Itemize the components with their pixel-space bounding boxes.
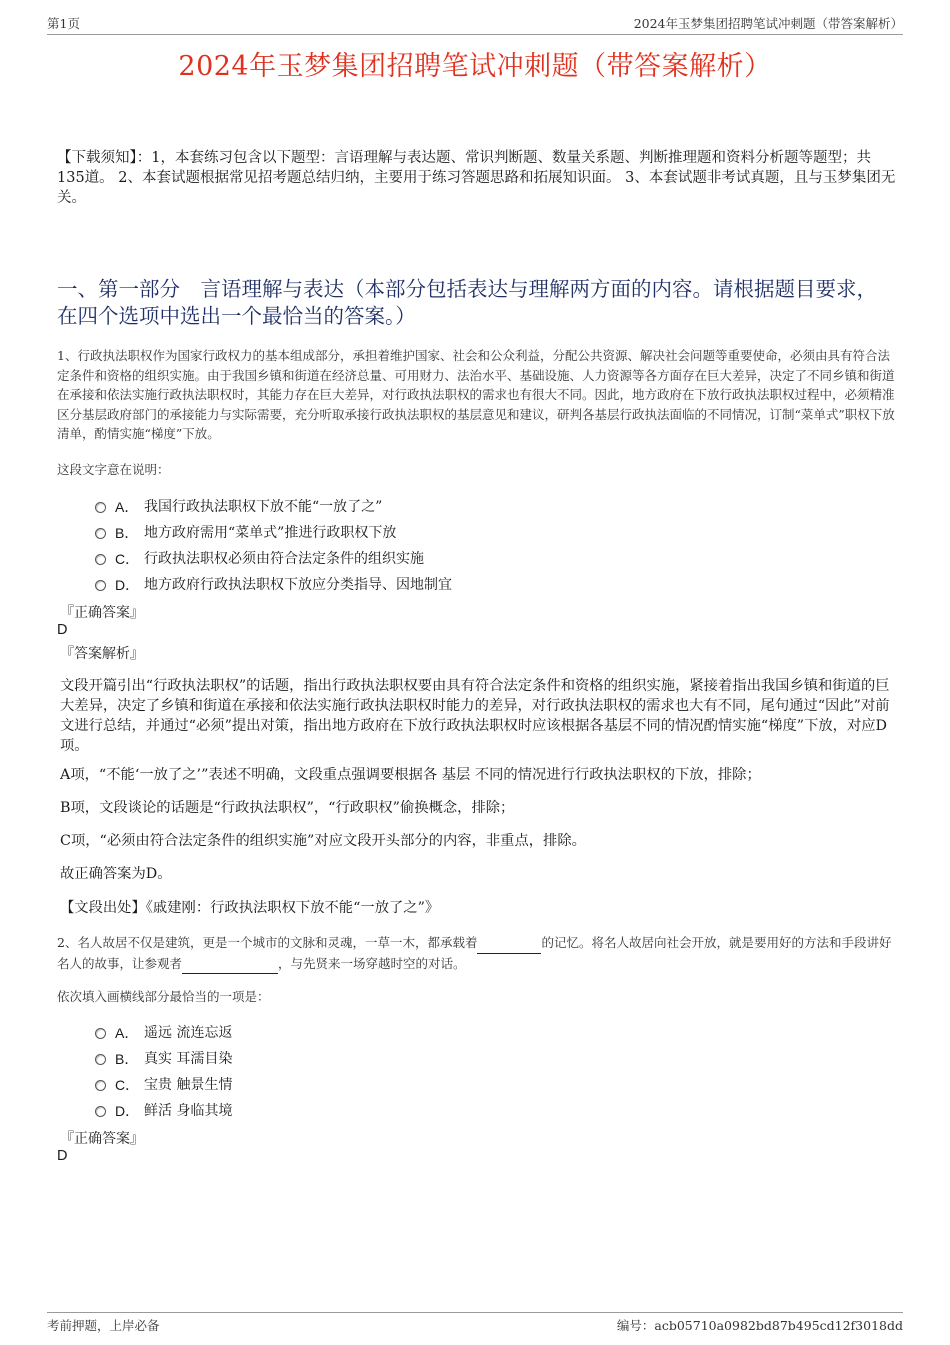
header-doc-title: 2024年玉梦集团招聘笔试冲刺题（带答案解析） xyxy=(633,16,903,31)
option-d[interactable]: D． 鲜活 身临其境 xyxy=(95,1098,875,1124)
option-c[interactable]: C． 行政执法职权必须由符合法定条件的组织实施 xyxy=(95,546,875,572)
analysis-option-c: C项，“必须由符合法定条件的组织实施”对应文段开头部分的内容，非重点，排除。 xyxy=(60,833,586,849)
option-d[interactable]: D． 地方政府行政执法职权下放应分类指导、因地制宜 xyxy=(95,572,875,598)
analysis-paragraph: 文段开篇引出“行政执法职权”的话题，指出行政执法职权要由具有符合法定条件和资格的组织实施，紧接着指出我国乡镇和街道的巨大差异，决定了乡镇和街道在承接和依法实施行政执法职权时能力的差异，对行政执法职权的需求也大有不同，尾句通过“因此”对前文进行总结，并通过“必须”提出对策，指出地方政府在下放行政执法职权时应该根据各基层不同的情况酌情实施“梯度”下放，对应D项。 xyxy=(60,678,890,754)
page-footer xyxy=(47,1312,903,1337)
fill-blank-1[interactable] xyxy=(477,933,541,954)
question-2-prompt: 依次填入画横线部分最恰当的一项是： xyxy=(57,989,270,1004)
analysis-label: 『答案解析』 xyxy=(60,646,144,662)
radio-icon[interactable] xyxy=(95,528,106,539)
option-a[interactable]: A． 遥远 流连忘返 xyxy=(95,1020,875,1046)
question-1-prompt: 这段文字意在说明： xyxy=(57,462,170,477)
radio-icon[interactable] xyxy=(95,554,106,565)
analysis-option-a: A项，“不能‘一放了之’”表述不明确，文段重点强调要根据各 基层 不同的情况进行行政执法职权的下放，排除； xyxy=(60,767,761,783)
question-2-stem: 2、名人故居不仅是建筑，更是一个城市的文脉和灵魂，一草一木，都承载着 的记忆。将名人故居向社会开放，就是要用好的方法和手段讲好名人的故事，让参观者 ，与先贤来一场穿越时空的对话。 xyxy=(57,933,897,974)
option-b[interactable]: B． 地方政府需用“菜单式”推进行政职权下放 xyxy=(95,520,875,546)
correct-answer-label: 『正确答案』 xyxy=(60,605,144,621)
radio-icon[interactable] xyxy=(95,1080,106,1091)
analysis-option-b: B项，文段谈论的话题是“行政执法职权”，“行政职权”偷换概念，排除； xyxy=(60,800,515,816)
correct-answer-value: D xyxy=(57,1148,68,1164)
option-c[interactable]: C． 宝贵 触景生情 xyxy=(95,1072,875,1098)
page-number: 第1页 xyxy=(47,16,80,31)
section-heading: 一、第一部分 言语理解与表达（本部分包括表达与理解两方面的内容。请根据题目要求，在四个选项中选出一个最恰当的答案。） xyxy=(57,277,877,328)
footer-doc-id: 编号：acb05710a0982bd87b495cd12f3018dd xyxy=(616,1318,903,1333)
radio-icon[interactable] xyxy=(95,502,106,513)
option-b[interactable]: B． 真实 耳濡目染 xyxy=(95,1046,875,1072)
correct-answer-label: 『正确答案』 xyxy=(60,1131,144,1147)
analysis-source: 【文段出处】《戚建刚：行政执法职权下放不能“一放了之”》 xyxy=(60,900,440,916)
question-1-stem: 1、行政执法职权作为国家行政权力的基本组成部分，承担着维护国家、社会和公众利益，分配公共资源、解决社会问题等重要使命，必须由具有符合法定条件和资格的组织实施。由于我国乡镇和街道在经济总量、可用财力、法治水平、基础设施、人力资源等各方面存在巨大差异，决定了不同乡镇和街道在承接和依法实施行政执法职权时，其能力存在巨大差异，对行政执法职权的需求也有很大不同。因此，地方政府在下放行政执法职权过程中，必须精准区分基层政府部门的承接能力与实际需要，充分听取承接行政执法职权的基层意见和建议，研判各基层行政执法面临的不同情况，订制“菜单式”职权下放清单，酌情实施“梯度”下放。 xyxy=(57,348,895,441)
radio-icon[interactable] xyxy=(95,1106,106,1117)
correct-answer-value: D xyxy=(57,622,68,638)
radio-icon[interactable] xyxy=(95,1028,106,1039)
option-a[interactable]: A． 我国行政执法职权下放不能“一放了之” xyxy=(95,494,875,520)
page-header xyxy=(47,14,903,35)
radio-icon[interactable] xyxy=(95,1054,106,1065)
question-2-options xyxy=(95,1020,875,1124)
document-title: 2024年玉梦集团招聘笔试冲刺题（带答案解析） xyxy=(178,51,772,82)
question-1-options xyxy=(95,494,875,598)
footer-slogan: 考前押题，上岸必备 xyxy=(47,1318,160,1333)
analysis-conclusion: 故正确答案为D。 xyxy=(60,866,172,882)
download-notice: 【下载须知】：1，本套练习包含以下题型：言语理解与表达题、常识判断题、数量关系题、判断推理题和资料分析题等题型；共135道。 2、本套试题根据常见招考题总结归纳，主要用于练习答题思路和拓展知识面。 3、本套试题非考试真题，且与玉梦集团无关。 xyxy=(57,150,896,206)
fill-blank-2[interactable] xyxy=(182,954,278,975)
radio-icon[interactable] xyxy=(95,580,106,591)
